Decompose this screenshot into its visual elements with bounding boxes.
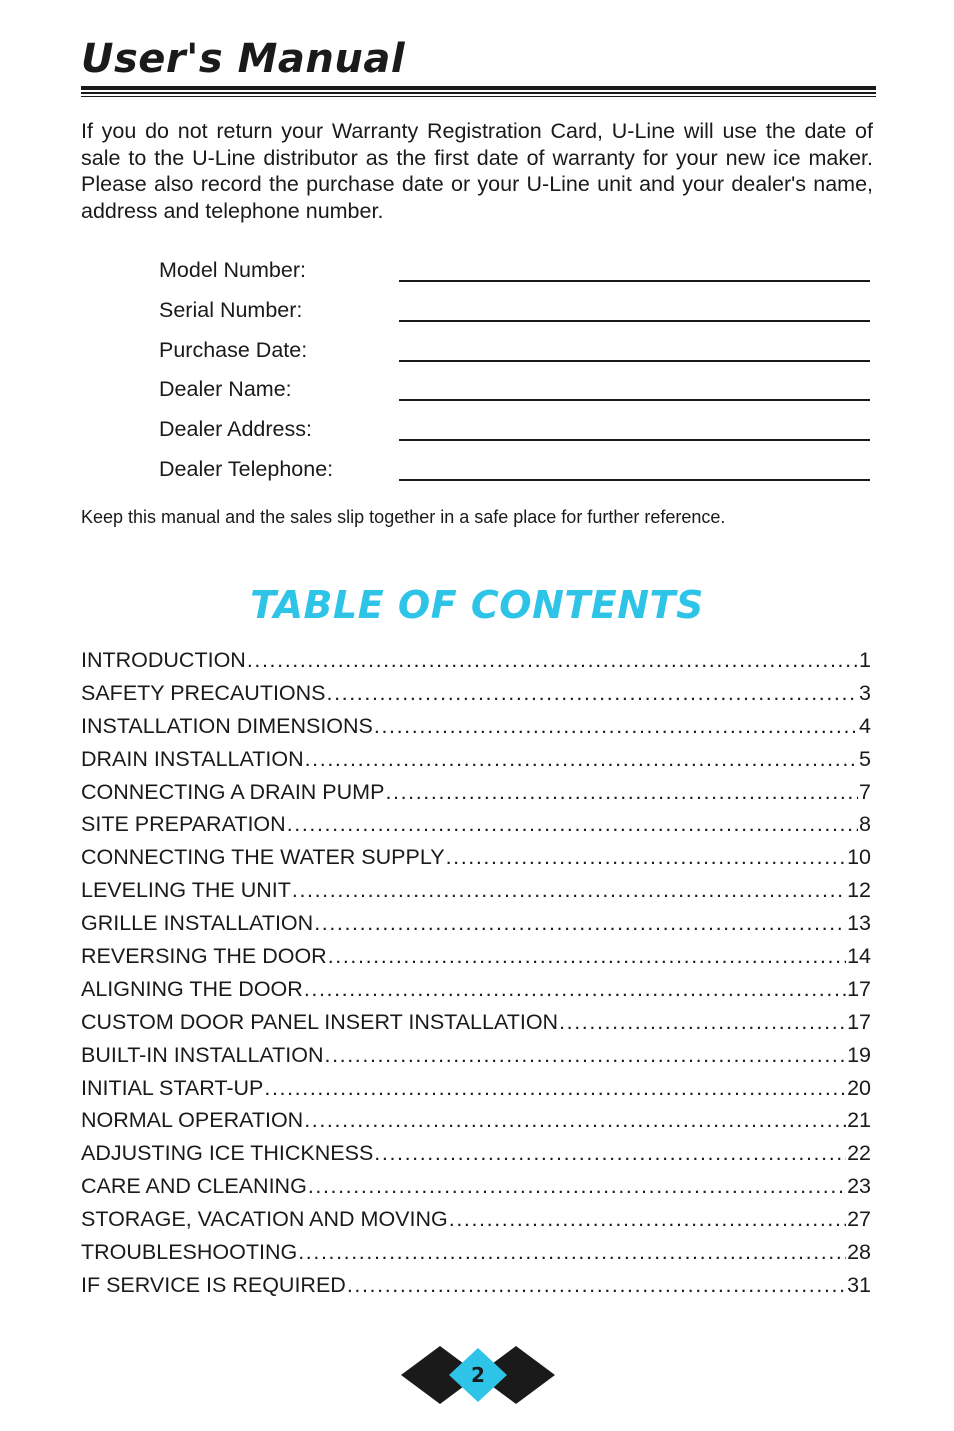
toc-leader-dots <box>328 941 846 971</box>
toc-heading: TABLE OF CONTENTS <box>250 583 704 627</box>
toc-entry-page: 19 <box>847 1042 871 1067</box>
toc-leader-dots <box>327 678 859 708</box>
toc-leader-dots <box>304 1105 846 1135</box>
form-label: Dealer Telephone: <box>159 456 334 481</box>
toc-leader-dots <box>264 1073 846 1103</box>
toc-entry-page: 27 <box>847 1207 871 1232</box>
toc-leader-dots <box>374 1138 846 1168</box>
toc-leader-dots <box>446 842 847 872</box>
toc-entry-label: CONNECTING THE WATER SUPPLY <box>81 845 445 870</box>
toc-entry[interactable] <box>81 1073 871 1106</box>
toc-entry[interactable] <box>81 1204 871 1237</box>
toc-entry[interactable] <box>81 1007 871 1040</box>
toc-entry[interactable] <box>81 1171 871 1204</box>
toc-entry-label: REVERSING THE DOOR <box>81 944 327 969</box>
toc-leader-dots <box>374 711 858 741</box>
toc-entry[interactable] <box>81 1105 871 1138</box>
toc-entry[interactable] <box>81 908 871 941</box>
toc-leader-dots <box>292 875 846 905</box>
toc-leader-dots <box>347 1270 846 1300</box>
form-row-model-number <box>159 256 871 296</box>
keep-manual-note: Keep this manual and the sales slip together in a safe place for further reference. <box>81 507 726 527</box>
toc-entry-page: 23 <box>847 1174 871 1199</box>
form-row-dealer-address <box>159 415 871 455</box>
toc-entry[interactable] <box>81 777 871 810</box>
toc-entry-page: 1 <box>859 648 871 672</box>
toc-entry[interactable] <box>81 974 871 1007</box>
toc-entry-label: LEVELING THE UNIT <box>81 878 291 903</box>
title-divider-thick <box>81 86 876 90</box>
page-number-badge <box>401 1346 555 1404</box>
toc-leader-dots <box>308 1171 846 1201</box>
toc-leader-dots <box>305 744 858 774</box>
toc-entry[interactable] <box>81 1138 871 1171</box>
form-label: Dealer Address: <box>159 417 312 442</box>
toc-leader-dots <box>247 645 858 675</box>
dealer-name-blank[interactable] <box>399 399 870 401</box>
toc-leader-dots <box>304 974 846 1004</box>
toc-entry[interactable] <box>81 842 871 875</box>
toc-entry-label: DRAIN INSTALLATION <box>81 746 304 771</box>
toc-entry-page: 10 <box>847 845 871 870</box>
toc-entry-page: 12 <box>847 878 871 903</box>
model-number-blank[interactable] <box>399 280 870 282</box>
form-row-purchase-date <box>159 336 871 376</box>
toc-entry-page: 28 <box>847 1240 871 1265</box>
toc-leader-dots <box>287 809 858 839</box>
serial-number-blank[interactable] <box>399 320 870 322</box>
title-divider-thin <box>81 92 876 94</box>
page-number: 2 <box>471 1363 485 1387</box>
form-label: Purchase Date: <box>159 337 308 362</box>
toc-entry-label: SAFETY PRECAUTIONS <box>81 680 326 705</box>
toc-entry-label: INTRODUCTION <box>81 648 246 672</box>
toc-entry-page: 31 <box>847 1272 871 1297</box>
dealer-address-blank[interactable] <box>399 439 870 441</box>
toc-entry[interactable] <box>81 711 871 744</box>
toc-entry-page: 8 <box>859 812 871 837</box>
toc-leader-dots <box>559 1007 846 1037</box>
toc-entry-page: 5 <box>859 746 871 771</box>
toc-leader-dots <box>314 908 846 938</box>
purchase-record-form <box>159 256 871 495</box>
title-divider-hairline <box>81 96 876 97</box>
form-label: Model Number: <box>159 258 306 282</box>
toc-entry[interactable] <box>81 678 871 711</box>
toc-entry-label: CONNECTING A DRAIN PUMP <box>81 779 385 804</box>
toc-entry-label: IF SERVICE IS REQUIRED <box>81 1272 346 1297</box>
toc-entry-label: TROUBLESHOOTING <box>81 1240 298 1265</box>
toc-entry-page: 20 <box>847 1075 871 1100</box>
toc-leader-dots <box>449 1204 846 1234</box>
warranty-intro-paragraph: If you do not return your Warranty Registration Card, U-Line will use the date of sale to the U-Line distributor as the first date of warranty for your new ice maker. Please also record the purchase date or your U-Line unit and your dealer's name, address and telephone number. <box>81 119 873 223</box>
toc-leader-dots <box>385 777 858 807</box>
form-row-dealer-name <box>159 375 871 415</box>
purchase-date-blank[interactable] <box>399 360 870 362</box>
toc-entry-page: 14 <box>847 944 871 969</box>
toc-leader-dots <box>325 1040 847 1070</box>
toc-entry[interactable] <box>81 941 871 974</box>
toc-entry[interactable] <box>81 645 871 678</box>
title-divider <box>81 86 876 98</box>
toc-leader-dots <box>298 1237 846 1267</box>
toc-entry-label: NORMAL OPERATION <box>81 1108 304 1133</box>
toc-entry[interactable] <box>81 1040 871 1073</box>
toc-entry[interactable] <box>81 809 871 842</box>
form-label: Serial Number: <box>159 297 303 322</box>
form-label: Dealer Name: <box>159 377 292 402</box>
toc-entry[interactable] <box>81 1270 871 1303</box>
toc-entry-page: 17 <box>847 976 871 1001</box>
toc-entry-label: INSTALLATION DIMENSIONS <box>81 713 373 738</box>
toc-entry[interactable] <box>81 875 871 908</box>
table-of-contents <box>81 645 871 1303</box>
toc-entry-page: 3 <box>859 680 871 705</box>
toc-entry-label: BUILT-IN INSTALLATION <box>81 1042 324 1067</box>
toc-entry-page: 21 <box>847 1108 871 1133</box>
page-title: User's Manual <box>81 36 406 82</box>
toc-entry-label: STORAGE, VACATION AND MOVING <box>81 1207 448 1232</box>
dealer-telephone-blank[interactable] <box>399 479 870 481</box>
toc-entry-page: 22 <box>847 1141 871 1166</box>
toc-entry-page: 17 <box>847 1009 871 1034</box>
toc-entry-label: CARE AND CLEANING <box>81 1174 307 1199</box>
toc-entry-label: INITIAL START-UP <box>81 1075 264 1100</box>
toc-entry-page: 4 <box>859 713 871 738</box>
toc-entry-label: SITE PREPARATION <box>81 812 286 837</box>
toc-entry-page: 13 <box>847 911 871 936</box>
form-row-dealer-telephone <box>159 455 871 495</box>
toc-entry[interactable] <box>81 1237 871 1270</box>
toc-entry[interactable] <box>81 744 871 777</box>
toc-entry-page: 7 <box>859 779 871 804</box>
form-row-serial-number <box>159 296 871 336</box>
toc-entry-label: CUSTOM DOOR PANEL INSERT INSTALLATION <box>81 1009 559 1034</box>
toc-entry-label: ADJUSTING ICE THICKNESS <box>81 1141 374 1166</box>
toc-entry-label: ALIGNING THE DOOR <box>81 976 303 1001</box>
toc-entry-label: GRILLE INSTALLATION <box>81 911 314 936</box>
